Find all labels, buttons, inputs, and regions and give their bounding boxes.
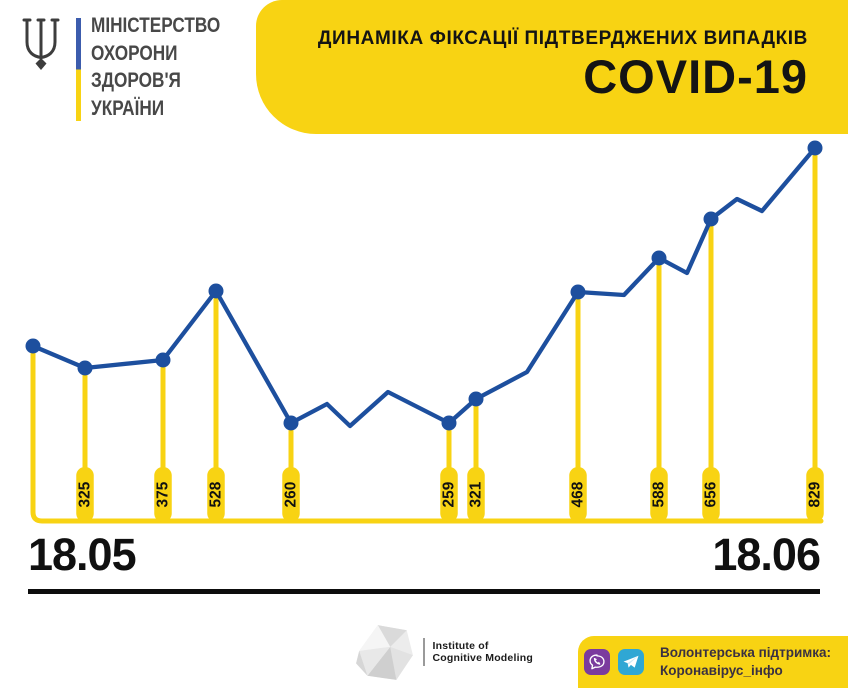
data-point-dot	[571, 285, 586, 300]
value-pill-label: 321	[467, 481, 485, 508]
institute-name-line: Institute of	[432, 639, 489, 652]
chart-line	[33, 148, 815, 426]
support-text-line[interactable]: Коронавірус_інфо	[660, 663, 783, 678]
data-point-dot	[26, 339, 41, 354]
banner-title: COVID-19	[583, 50, 808, 104]
data-point-dot	[652, 251, 667, 266]
ministry-name-line: ЗДОРОВ'Я	[91, 68, 181, 92]
x-axis-start-date: 18.05	[28, 529, 136, 580]
data-point-dot	[284, 416, 299, 431]
value-pill-label: 656	[702, 481, 720, 508]
value-pill-label: 259	[440, 481, 458, 508]
data-point-dot	[156, 353, 171, 368]
value-pill-label: 375	[154, 481, 172, 508]
value-pill-label: 260	[282, 481, 300, 508]
value-pill-label: 588	[650, 481, 668, 508]
value-pill-label: 325	[76, 481, 94, 508]
data-point-dot	[78, 361, 93, 376]
institute-divider	[423, 638, 425, 666]
ministry-name-line: ОХОРОНИ	[91, 40, 178, 65]
axis-underline	[28, 589, 820, 594]
crumpled-paper-icon	[353, 622, 415, 682]
data-point-dot	[704, 212, 719, 227]
telegram-icon[interactable]	[618, 649, 644, 675]
value-pill-label: 829	[806, 481, 824, 508]
value-pill-label: 468	[569, 481, 587, 508]
data-point-dot	[469, 392, 484, 407]
ministry-name-line: МІНІСТЕРСТВО	[91, 13, 221, 37]
support-text-line: Волонтерська підтримка:	[660, 645, 832, 660]
data-point-dot	[209, 284, 224, 299]
x-axis-end-date: 18.06	[712, 529, 820, 580]
data-point-dot	[808, 141, 823, 156]
support-box	[578, 636, 848, 688]
institute-name-line: Cognitive Modeling	[432, 652, 533, 664]
value-pill-label: 528	[207, 481, 225, 508]
institute-name	[433, 640, 533, 665]
ministry-name-line: УКРАЇНИ	[91, 95, 165, 120]
data-point-dot	[442, 416, 457, 431]
viber-icon[interactable]	[584, 649, 610, 675]
institute-logo	[353, 622, 533, 682]
support-text	[660, 644, 831, 680]
banner-subtitle: ДИНАМІКА ФІКСАЦІЇ ПІДТВЕРДЖЕНИХ ВИПАДКІВ	[317, 28, 808, 50]
